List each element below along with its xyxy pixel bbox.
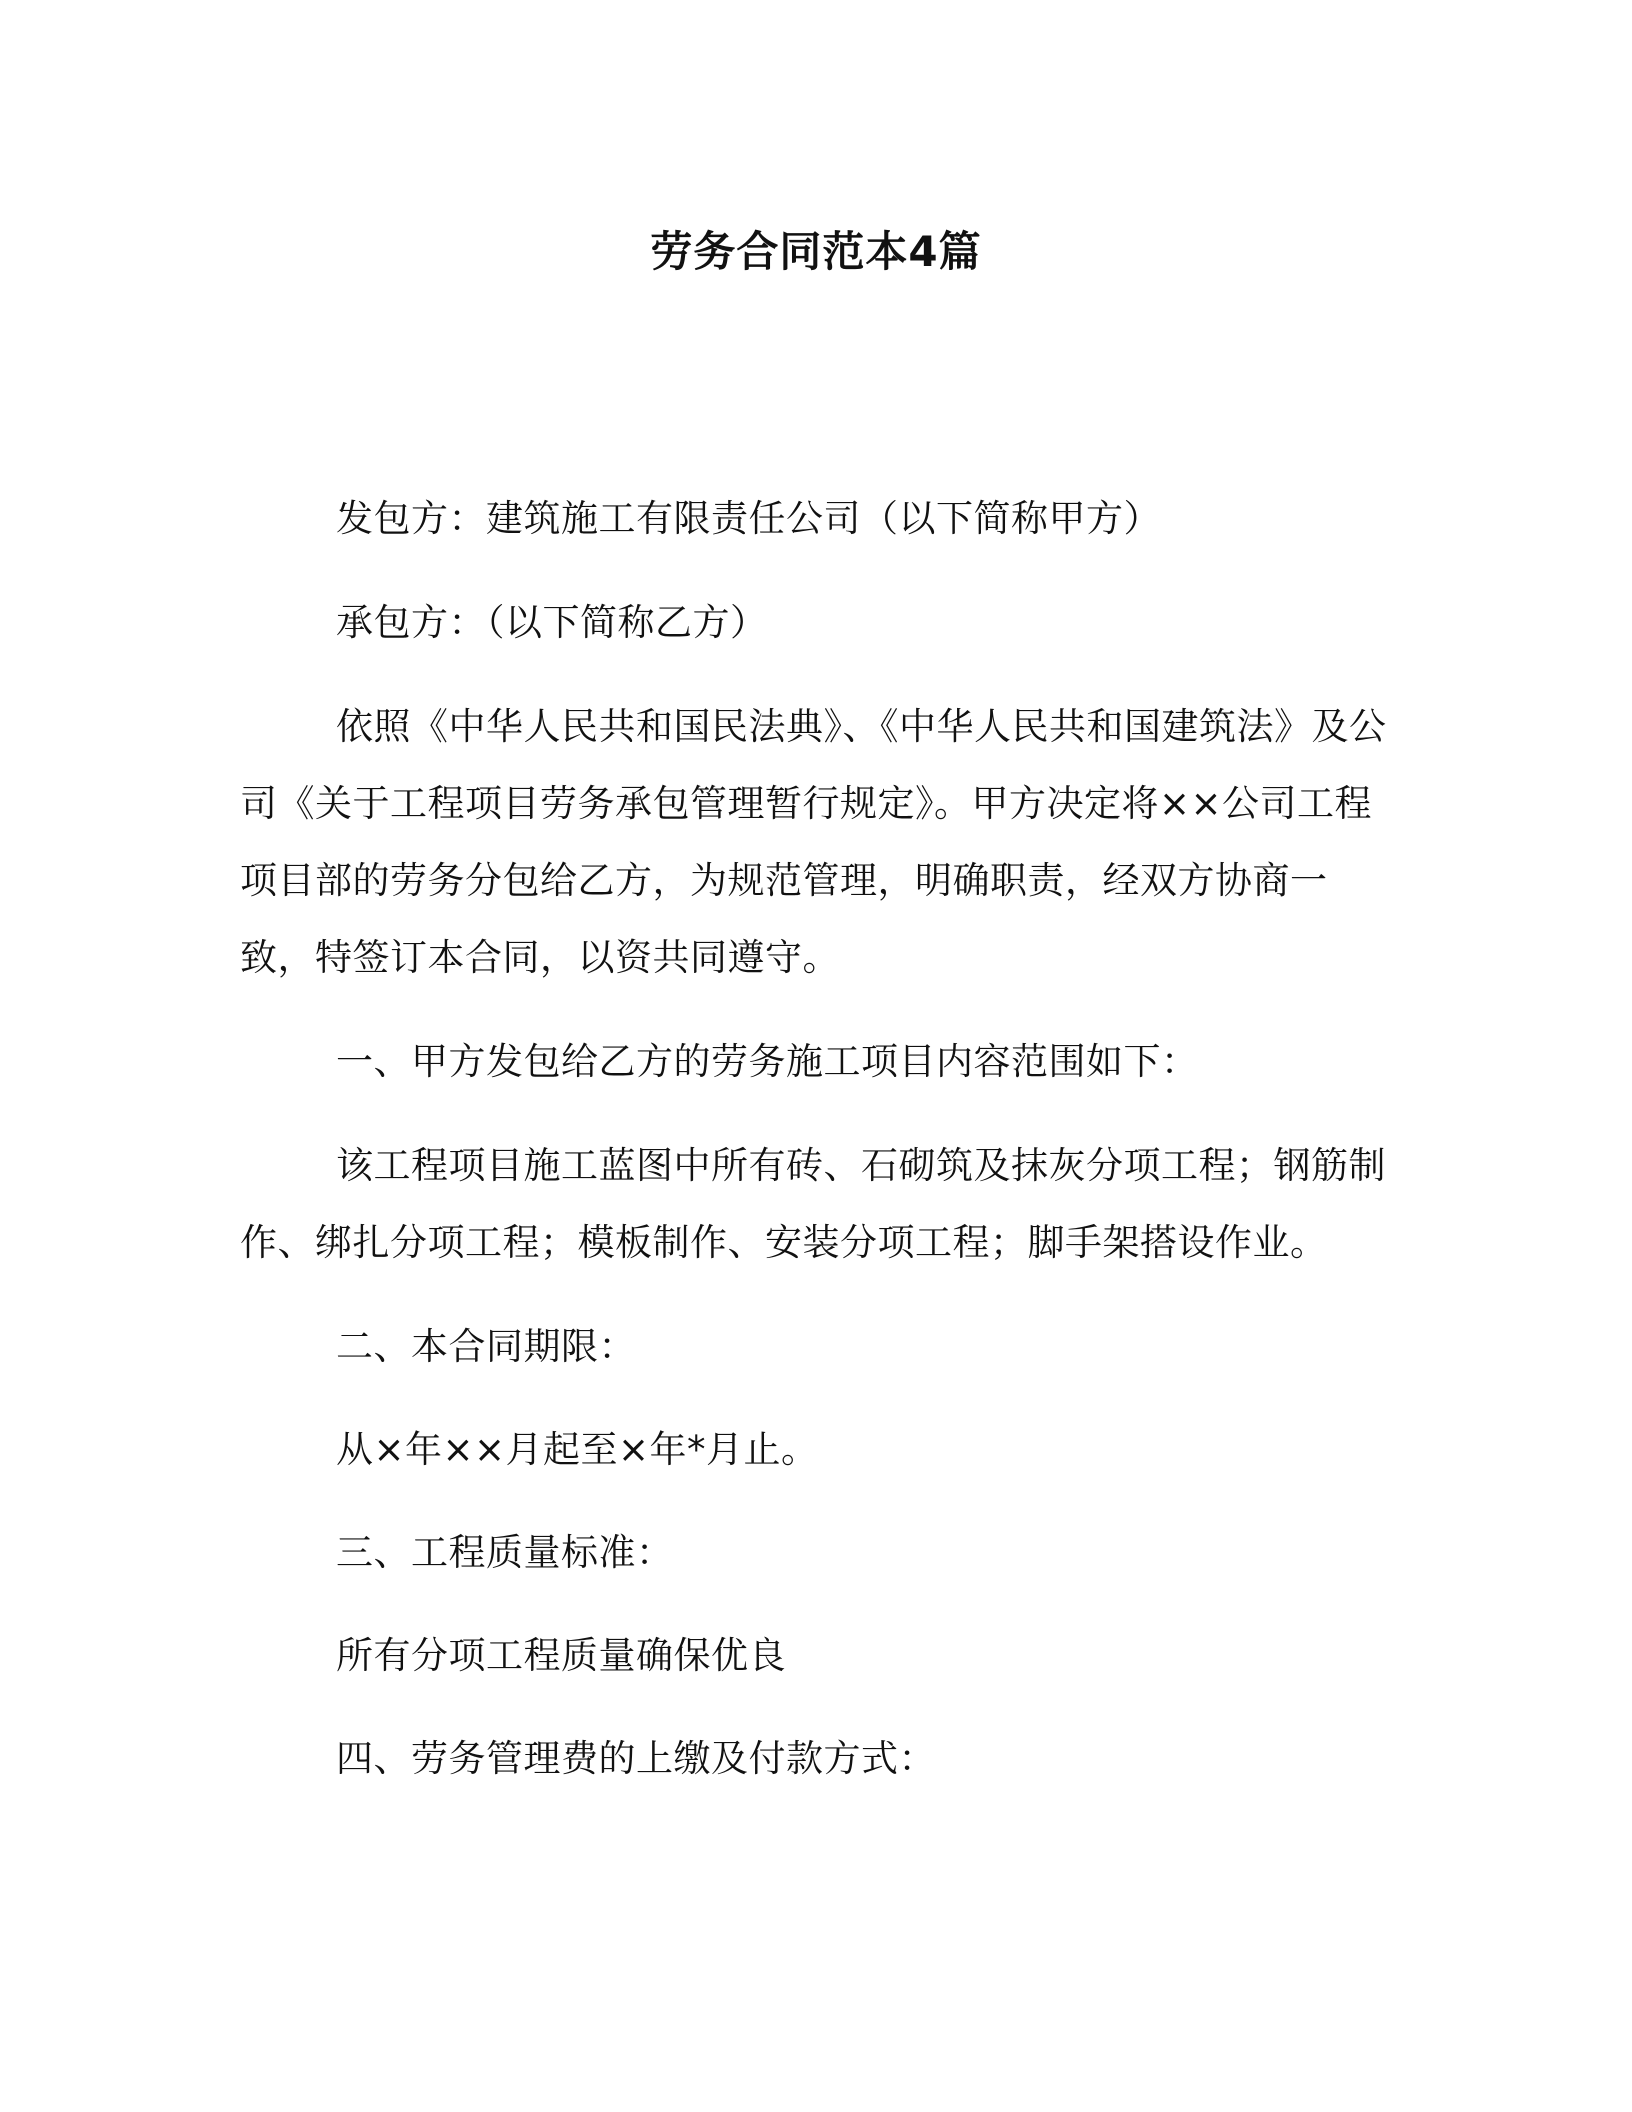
preamble-paragraph: 依照《中华人民共和国民法典》、《中华人民共和国建筑法》及公司《关于工程项目劳务承包管理暂行规定》。甲方决定将××公司工程项目部的劳务分包给乙方，为规范管理，明确职责，经双方协商一致，特签订本合同，以资共同遵守。: [240, 705, 1387, 979]
section-1-heading: 一、甲方发包给乙方的劳务施工项目内容范围如下：: [336, 1040, 1199, 1083]
section-2-heading: 二、本合同期限：: [336, 1325, 636, 1368]
section-2-content: 从×年××月起至×年*月止。: [336, 1428, 819, 1471]
section-3-content: 所有分项工程质量确保优良: [336, 1634, 786, 1677]
party-b-line: 承包方：（以下简称乙方）: [336, 601, 768, 644]
document-title: 劳务合同范本4篇: [650, 227, 982, 276]
party-a-line: 发包方：建筑施工有限责任公司（以下简称甲方）: [336, 497, 1161, 540]
section-4-heading: 四、劳务管理费的上缴及付款方式：: [336, 1737, 936, 1780]
section-3-heading: 三、工程质量标准：: [336, 1531, 674, 1574]
section-1-content: 该工程项目施工蓝图中所有砖、石砌筑及抹灰分项工程；钢筋制作、绑扎分项工程；模板制作、安装分项工程；脚手架搭设作业。: [240, 1144, 1386, 1264]
